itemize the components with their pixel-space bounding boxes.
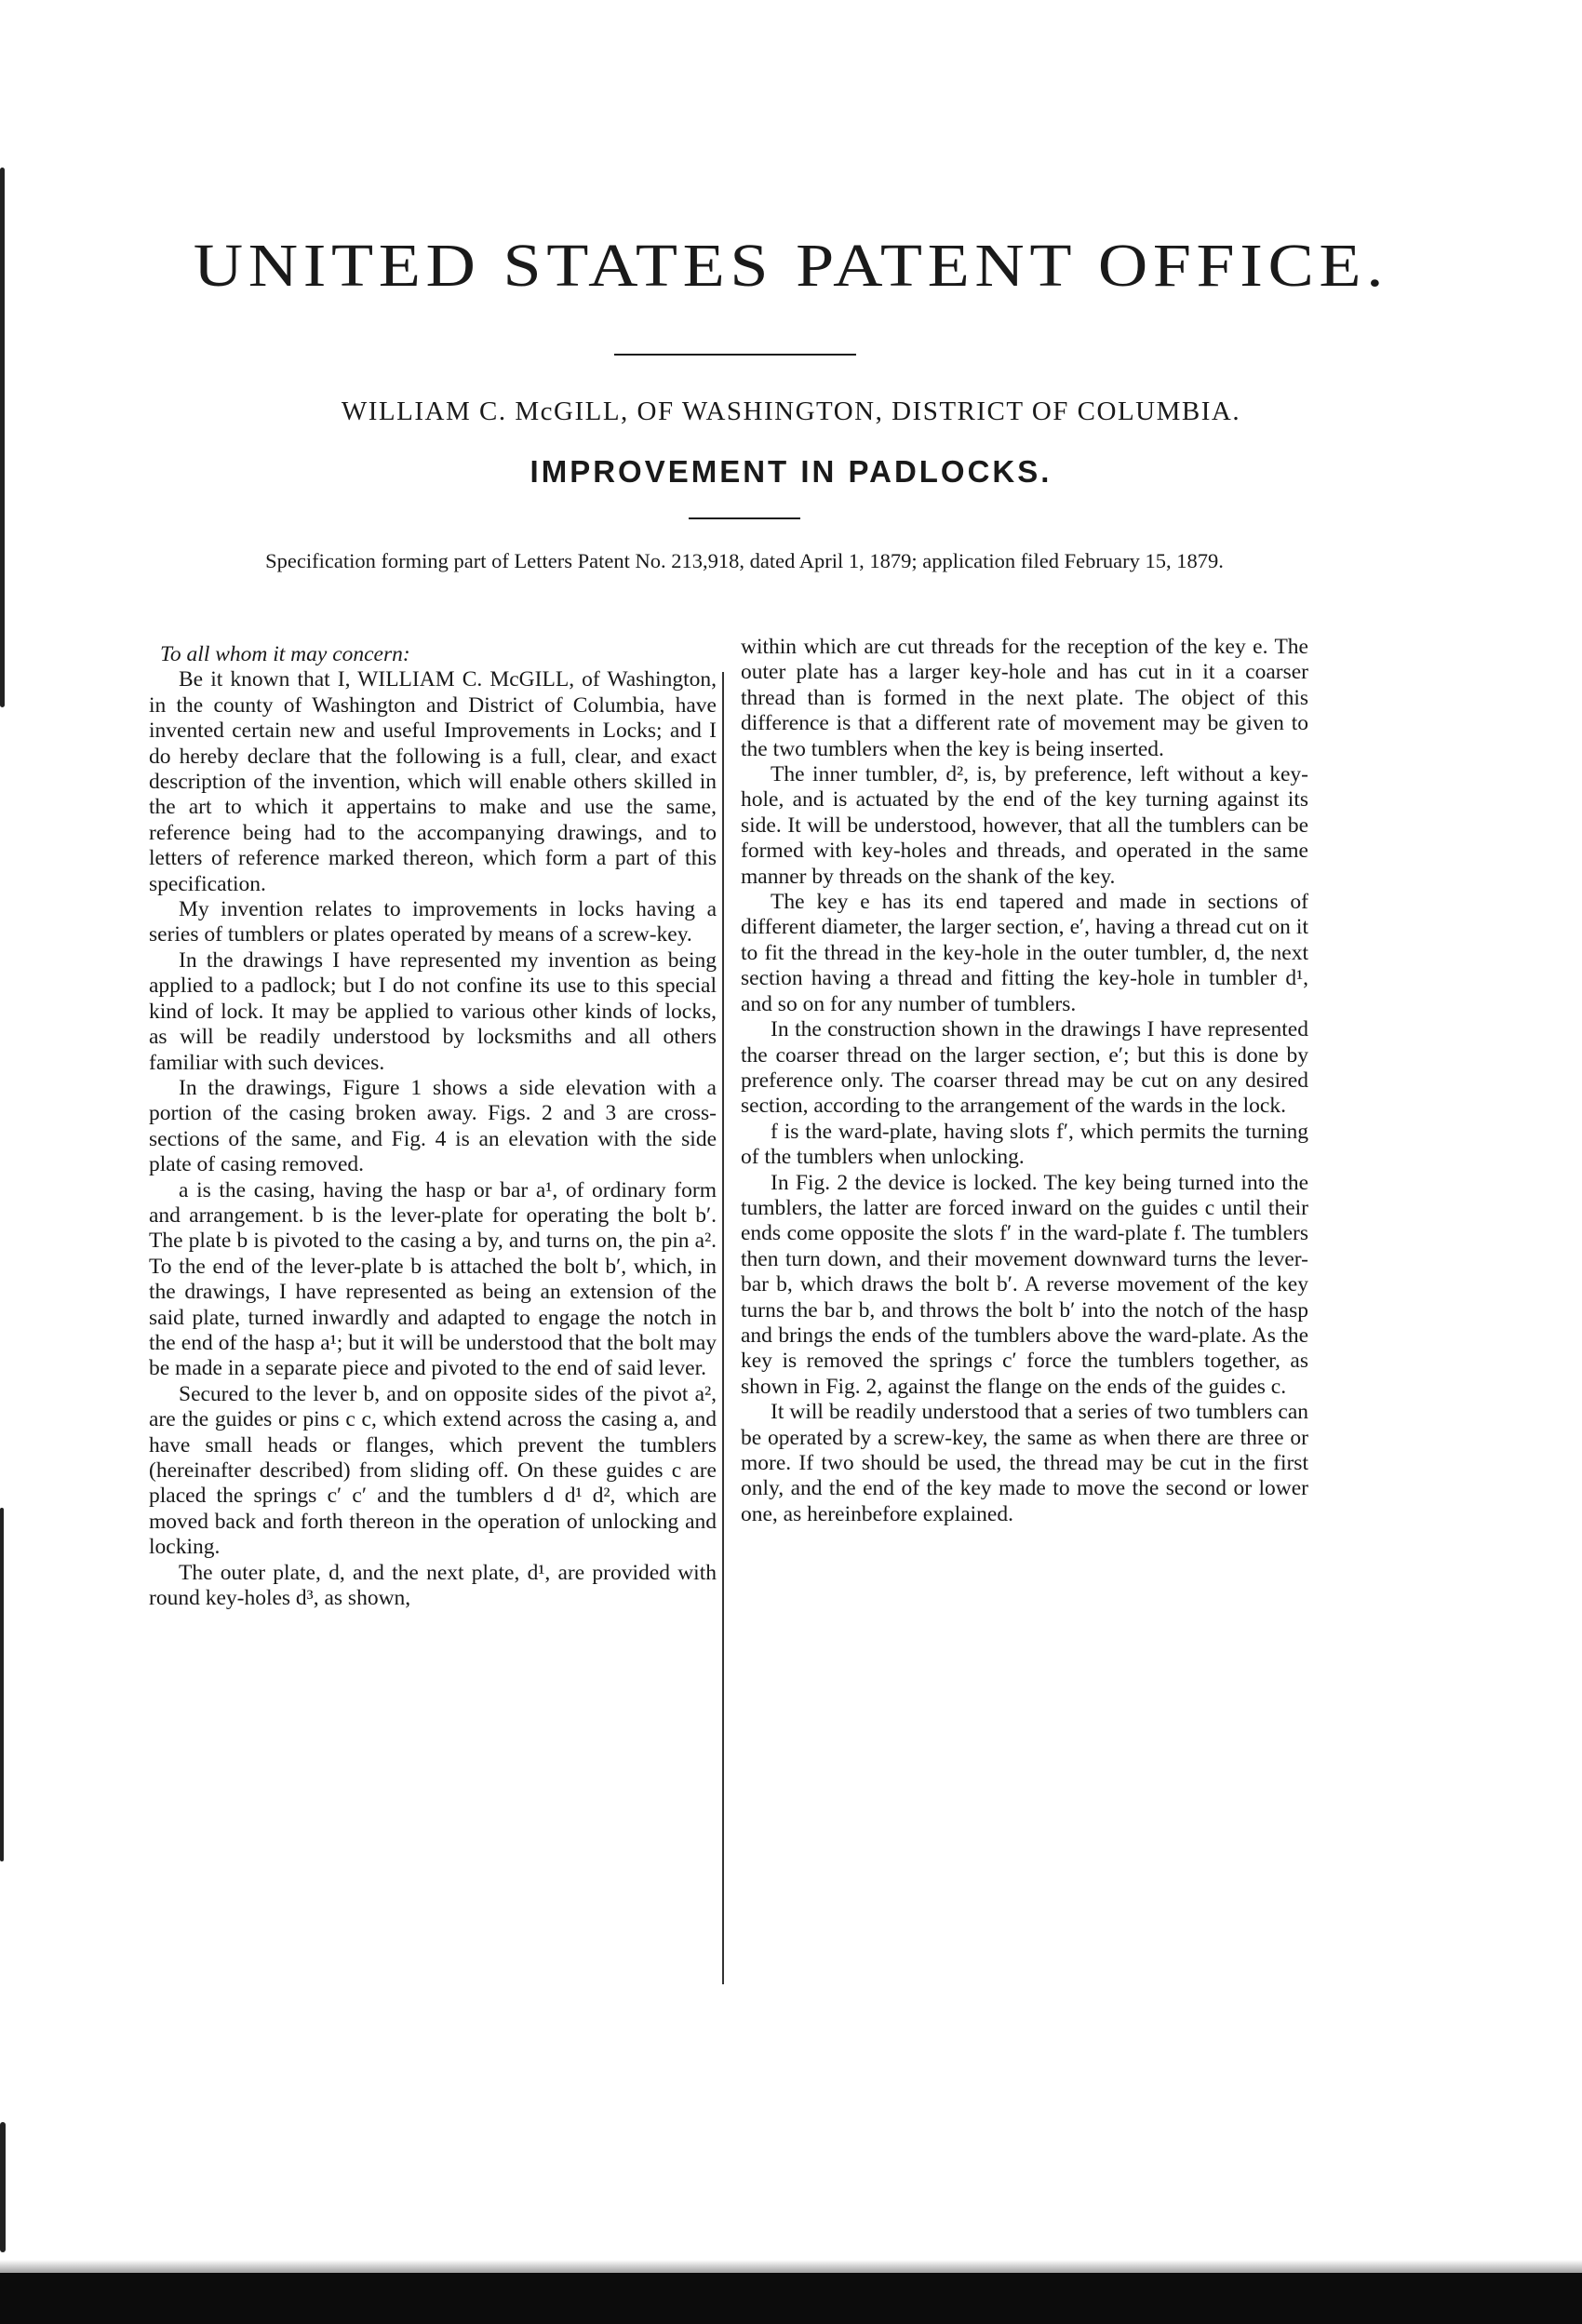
right-text-column xyxy=(741,635,1308,1527)
paragraph: The inner tumbler, d², is, by preference, left without a key-hole, and is actuated by the end of the key turning against its side. It will be understood, however, that all the tumblers can be formed with key-holes and threads, and operated in the same manner by threads on the shank of the key. xyxy=(741,762,1308,889)
paragraph: Secured to the lever b, and on opposite sides of the pivot a², are the guides or pins c c, which extend across the casing a, and have small heads or flanges, which prevent the tumblers (hereinafter described) from sliding off. On these guides c are placed the springs c′ c′ and the tumblers d d¹ d², which are moved back and forth thereon in the operation of unlocking and locking. xyxy=(149,1381,717,1560)
column-divider xyxy=(722,672,724,1984)
title-rule xyxy=(614,354,856,356)
scan-bottom-artifact xyxy=(0,2260,1582,2273)
office-title: UNITED STATES PATENT OFFICE. xyxy=(193,232,1389,300)
paragraph: The key e has its end tapered and made in sections of different diameter, the larger section, e′, having a thread cut on it to fit the thread in the key-hole in the outer tumbler, d, the next section having a thread and fitting the key-hole in tumbler d¹, and so on for any number of tumblers. xyxy=(741,890,1308,1016)
paragraph: within which are cut threads for the reception of the key e. The outer plate has a larger key-hole and has cut in it a coarser thread than is formed in the next plate. The object of this difference is that a different rate of movement may be given to the two tumblers when the key is being inserted. xyxy=(741,635,1308,761)
scan-edge-artifact xyxy=(0,2122,6,2252)
left-text-column xyxy=(149,642,717,1611)
inventor-line: WILLIAM C. McGILL, OF WASHINGTON, DISTRICT OF COLUMBIA. xyxy=(341,396,1241,426)
paragraph: Be it known that I, WILLIAM C. McGILL, of Washington, in the county of Washington and District of Columbia, have invented certain new and useful Improvements in Locks; and I do hereby declare that the following is a full, clear, and exact description of the invention, which will enable others skilled in the art to which it appertains to make and use the same, reference being had to the accompanying drawings, and to letters of reference marked thereon, which form a part of this specification. xyxy=(149,667,717,896)
scan-bottom-artifact xyxy=(0,2273,1582,2324)
paragraph: My invention relates to improvements in locks having a series of tumblers or plates operated by means of a screw-key. xyxy=(149,897,717,947)
paragraph: In the construction shown in the drawings I have represented the coarser thread on the larger section, e′; but this is done by preference only. The coarser thread may be cut on any desired section, according to the arrangement of the wards in the lock. xyxy=(741,1017,1308,1119)
paragraph: a is the casing, having the hasp or bar a¹, of ordinary form and arrangement. b is the lever-plate for operating the bolt b′. The plate b is pivoted to the casing a by, and turns on, the pin a². To the end of the lever-plate b is attached the bolt b′, which, in the drawings, I have represented as being an extension of the said plate, turned inwardly and adapted to engage the notch in the end of the hasp a¹; but it will be understood that the bolt may be made in a separate piece and pivoted to the end of said lever. xyxy=(149,1177,717,1381)
scan-edge-artifact xyxy=(0,1508,4,1861)
patent-headline: IMPROVEMENT IN PADLOCKS. xyxy=(530,454,1052,489)
paragraph: In the drawings I have represented my invention as being applied to a padlock; but I do not confine its use to this special kind of lock. It may be applied to various other kinds of locks, as will be readily understood by locksmiths and all others familiar with such devices. xyxy=(149,947,717,1075)
headline-rule xyxy=(689,517,800,519)
paragraph: It will be readily understood that a series of two tumblers can be operated by a screw-key, the same as when there are three or more. If two should be used, the thread may be cut in the first only, and the end of the key made to move the second or lower one, as hereinbefore explained. xyxy=(741,1400,1308,1526)
salutation: To all whom it may concern: xyxy=(160,642,410,666)
paragraph: In Fig. 2 the device is locked. The key being turned into the tumblers, the latter are forced inward on the guides c until their ends come opposite the slots f′ in the ward-plate f. The tumblers then turn down, and their movement downward turns the lever-bar b, which draws the bolt b′. A reverse movement of the key turns the bar b, and throws the bolt b′ into the notch of the hasp and brings the ends of the tumblers above the ward-plate. As the key is removed the springs c′ force the tumblers together, as shown in Fig. 2, against the flange on the ends of the guides c. xyxy=(741,1170,1308,1399)
specification-line: Specification forming part of Letters Patent No. 213,918, dated April 1, 1879; application filed February 15, 1879. xyxy=(265,549,1224,572)
paragraph: f is the ward-plate, having slots f′, which permits the turning of the tumblers when unlocking. xyxy=(741,1119,1308,1170)
paragraph: In the drawings, Figure 1 shows a side elevation with a portion of the casing broken away. Figs. 2 and 3 are cross-sections of the same, and Fig. 4 is an elevation with the side plate of casing removed. xyxy=(149,1075,717,1177)
paragraph: The outer plate, d, and the next plate, d¹, are provided with round key-holes d³, as shown, xyxy=(149,1560,717,1611)
